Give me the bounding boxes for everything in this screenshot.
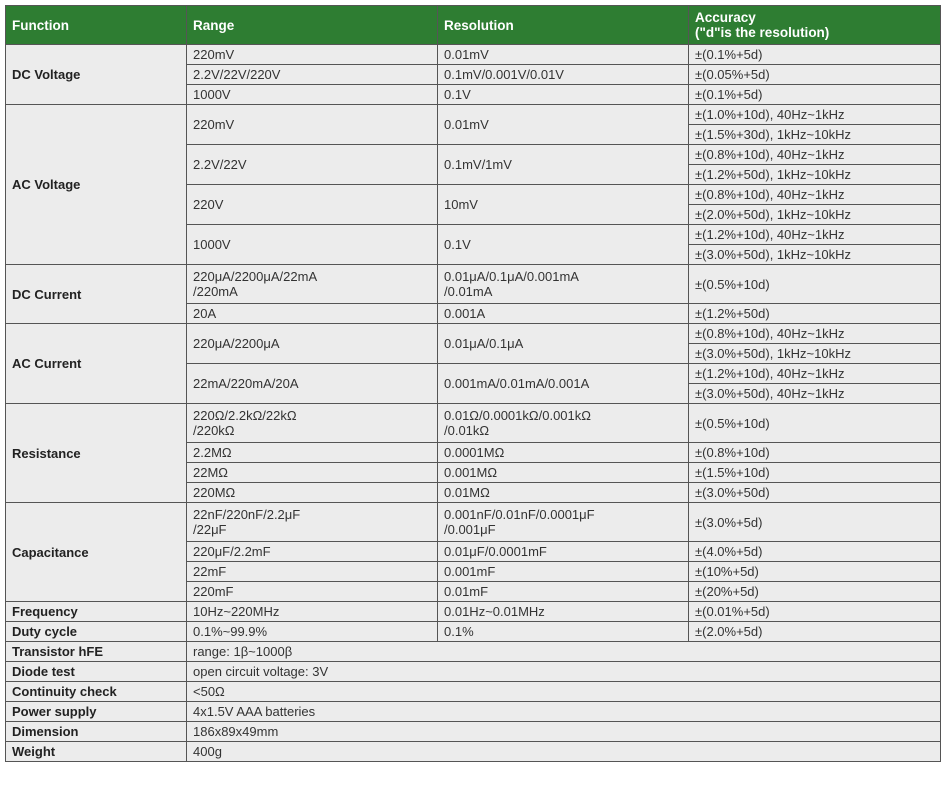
resolution-cell: 0.001A	[438, 304, 689, 324]
resolution-cell: 0.001MΩ	[438, 463, 689, 483]
range-cell: 2.2V/22V	[187, 145, 438, 185]
accuracy-cell: ±(0.8%+10d), 40Hz~1kHz	[689, 185, 941, 205]
resolution-cell	[438, 265, 689, 304]
header-accuracy-title: Accuracy	[695, 10, 756, 25]
accuracy-cell: ±(3.0%+50d)	[689, 483, 941, 503]
range-cell	[187, 265, 438, 304]
function-ac-voltage: AC Voltage	[6, 105, 187, 265]
resolution-cell: 0.01Hz~0.01MHz	[438, 602, 689, 622]
resolution-cell: 0.01MΩ	[438, 483, 689, 503]
range-cell: 1000V	[187, 85, 438, 105]
spec-value: open circuit voltage: 3V	[187, 662, 941, 682]
resolution-cell: 0.1V	[438, 225, 689, 265]
spec-value: <50Ω	[187, 682, 941, 702]
range-cell: 1000V	[187, 225, 438, 265]
range-line: 220Ω/2.2kΩ/22kΩ	[193, 408, 297, 423]
accuracy-cell: ±(0.01%+5d)	[689, 602, 941, 622]
accuracy-cell: ±(3.0%+50d), 1kHz~10kHz	[689, 245, 941, 265]
range-cell: 2.2MΩ	[187, 443, 438, 463]
resolution-cell: 0.001mF	[438, 562, 689, 582]
resolution-cell: 0.1V	[438, 85, 689, 105]
resolution-line: /0.01mA	[444, 284, 493, 299]
range-line: /220mA	[193, 284, 238, 299]
resolution-cell: 0.1mV/1mV	[438, 145, 689, 185]
header-resolution: Resolution	[438, 6, 689, 45]
function-ac-current: AC Current	[6, 324, 187, 404]
resolution-cell: 0.01μA/0.1μA	[438, 324, 689, 364]
accuracy-cell: ±(0.1%+5d)	[689, 85, 941, 105]
resolution-cell	[438, 404, 689, 443]
resolution-cell: 0.01mV	[438, 105, 689, 145]
spec-value: 4x1.5V AAA batteries	[187, 702, 941, 722]
accuracy-cell: ±(1.5%+30d), 1kHz~10kHz	[689, 125, 941, 145]
header-row	[6, 6, 941, 45]
accuracy-cell: ±(0.1%+5d)	[689, 45, 941, 65]
range-line: 22nF/220nF/2.2μF	[193, 507, 301, 522]
accuracy-cell: ±(0.5%+10d)	[689, 265, 941, 304]
accuracy-cell: ±(1.2%+10d), 40Hz~1kHz	[689, 364, 941, 384]
resolution-cell: 0.0001MΩ	[438, 443, 689, 463]
accuracy-cell: ±(0.8%+10d), 40Hz~1kHz	[689, 145, 941, 165]
range-cell: 10Hz~220MHz	[187, 602, 438, 622]
function-power-supply: Power supply	[6, 702, 187, 722]
function-dimension: Dimension	[6, 722, 187, 742]
resolution-cell: 0.1mV/0.001V/0.01V	[438, 65, 689, 85]
resolution-line: /0.001μF	[444, 522, 496, 537]
range-cell: 0.1%~99.9%	[187, 622, 438, 642]
accuracy-cell: ±(10%+5d)	[689, 562, 941, 582]
table-row	[6, 722, 941, 742]
function-diode-test: Diode test	[6, 662, 187, 682]
accuracy-cell: ±(2.0%+5d)	[689, 622, 941, 642]
table-row	[6, 324, 941, 344]
accuracy-cell: ±(1.5%+10d)	[689, 463, 941, 483]
function-dc-current: DC Current	[6, 265, 187, 324]
table-row	[6, 602, 941, 622]
accuracy-cell: ±(4.0%+5d)	[689, 542, 941, 562]
spec-value: 400g	[187, 742, 941, 762]
function-duty-cycle: Duty cycle	[6, 622, 187, 642]
table-row	[6, 265, 941, 304]
table-row	[6, 642, 941, 662]
range-cell: 220mV	[187, 105, 438, 145]
accuracy-cell: ±(1.2%+50d)	[689, 304, 941, 324]
range-line: /220kΩ	[193, 423, 235, 438]
accuracy-cell: ±(0.05%+5d)	[689, 65, 941, 85]
range-cell: 22MΩ	[187, 463, 438, 483]
table-row	[6, 404, 941, 443]
range-cell: 220μF/2.2mF	[187, 542, 438, 562]
function-weight: Weight	[6, 742, 187, 762]
resolution-cell: 0.01mV	[438, 45, 689, 65]
range-cell: 220mF	[187, 582, 438, 602]
resolution-cell	[438, 503, 689, 542]
range-cell: 220mV	[187, 45, 438, 65]
table-row	[6, 682, 941, 702]
range-cell	[187, 503, 438, 542]
range-line: /22μF	[193, 522, 227, 537]
accuracy-cell: ±(3.0%+5d)	[689, 503, 941, 542]
resolution-cell: 0.01μF/0.0001mF	[438, 542, 689, 562]
accuracy-cell: ±(1.2%+10d), 40Hz~1kHz	[689, 225, 941, 245]
header-accuracy	[689, 6, 941, 45]
accuracy-cell: ±(0.8%+10d)	[689, 443, 941, 463]
table-row	[6, 622, 941, 642]
header-range: Range	[187, 6, 438, 45]
range-cell: 220V	[187, 185, 438, 225]
accuracy-cell: ±(0.5%+10d)	[689, 404, 941, 443]
spec-table	[5, 5, 941, 762]
resolution-line: /0.01kΩ	[444, 423, 490, 438]
function-frequency: Frequency	[6, 602, 187, 622]
accuracy-cell: ±(0.8%+10d), 40Hz~1kHz	[689, 324, 941, 344]
table-row	[6, 662, 941, 682]
resolution-cell: 0.01mF	[438, 582, 689, 602]
resolution-cell: 0.1%	[438, 622, 689, 642]
range-cell: 220μA/2200μA	[187, 324, 438, 364]
table-row	[6, 742, 941, 762]
resolution-line: 0.01Ω/0.0001kΩ/0.001kΩ	[444, 408, 591, 423]
table-row	[6, 503, 941, 542]
range-cell: 22mF	[187, 562, 438, 582]
table-row	[6, 45, 941, 65]
range-cell: 220MΩ	[187, 483, 438, 503]
accuracy-cell: ±(1.0%+10d), 40Hz~1kHz	[689, 105, 941, 125]
resolution-cell: 10mV	[438, 185, 689, 225]
accuracy-cell: ±(2.0%+50d), 1kHz~10kHz	[689, 205, 941, 225]
function-continuity-check: Continuity check	[6, 682, 187, 702]
header-accuracy-note: ("d"is the resolution)	[695, 25, 830, 40]
range-cell	[187, 404, 438, 443]
function-capacitance: Capacitance	[6, 503, 187, 602]
resolution-line: 0.01μA/0.1μA/0.001mA	[444, 269, 579, 284]
table-row	[6, 105, 941, 125]
function-resistance: Resistance	[6, 404, 187, 503]
range-cell: 22mA/220mA/20A	[187, 364, 438, 404]
spec-value: 186x89x49mm	[187, 722, 941, 742]
function-transistor-hfe: Transistor hFE	[6, 642, 187, 662]
resolution-cell: 0.001mA/0.01mA/0.001A	[438, 364, 689, 404]
header-function: Function	[6, 6, 187, 45]
accuracy-cell: ±(3.0%+50d), 40Hz~1kHz	[689, 384, 941, 404]
resolution-line: 0.001nF/0.01nF/0.0001μF	[444, 507, 595, 522]
range-cell: 20A	[187, 304, 438, 324]
table-row	[6, 702, 941, 722]
range-line: 220μA/2200μA/22mA	[193, 269, 318, 284]
accuracy-cell: ±(1.2%+50d), 1kHz~10kHz	[689, 165, 941, 185]
spec-value: range: 1β~1000β	[187, 642, 941, 662]
range-cell: 2.2V/22V/220V	[187, 65, 438, 85]
accuracy-cell: ±(20%+5d)	[689, 582, 941, 602]
function-dc-voltage: DC Voltage	[6, 45, 187, 105]
accuracy-cell: ±(3.0%+50d), 1kHz~10kHz	[689, 344, 941, 364]
